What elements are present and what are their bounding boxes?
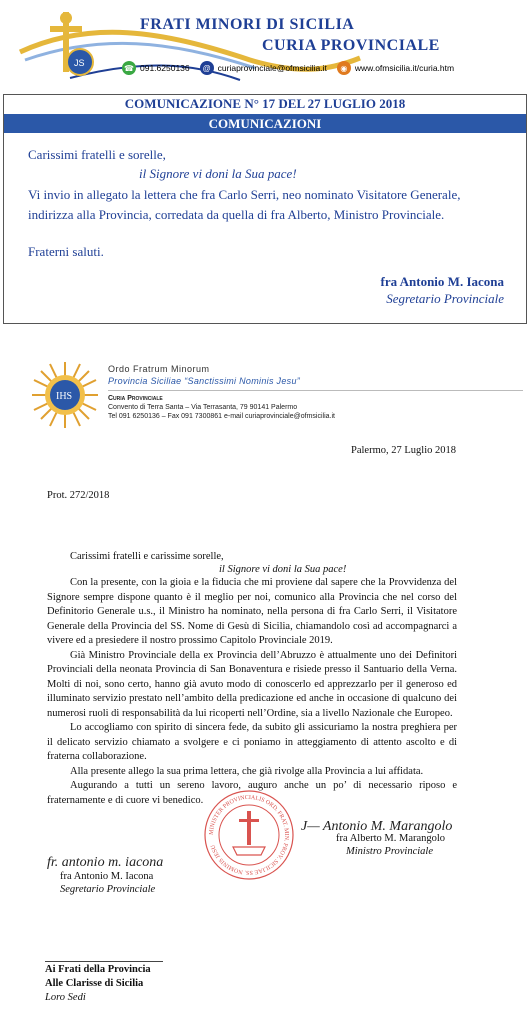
- letter-peace: il Signore vi doni la Sua pace!: [219, 564, 347, 575]
- notice-closing: Fraterni saluti.: [28, 244, 104, 259]
- globe-icon: ◉: [337, 61, 351, 75]
- letterhead-contacts: Tel 091 6250136 – Fax 091 7300861 e-mail curiaprovinciale@ofmsicilia.it: [108, 413, 335, 420]
- secretary-name: fra Antonio M. Iacona: [60, 871, 154, 882]
- letter-body: [47, 576, 457, 808]
- notice-greeting: Carissimi fratelli e sorelle,: [28, 147, 166, 162]
- phone-text: 091.6250136: [140, 63, 190, 73]
- secretary-role: Segretario Provinciale: [60, 884, 156, 895]
- header-title-line2: CURIA PROVINCIALE: [262, 37, 440, 54]
- letterhead-banner: [0, 0, 532, 92]
- letter-paragraph: Lo accogliamo con spirito di sincera fede, da subito gli assicuriamo la nostra preghiera per il delicato servizio chiamato a svolgere e ci poniamo in atteggiamento di attento ascolto e di fraterna collaborazione.: [47, 722, 457, 762]
- letter-paragraph: Già Ministro Provinciale della ex Provincia dell’Abruzzo è attualmente uno dei Definitori Provinciali della neonata Provincia di San Bonaventura e risiede presso il Santuario della Verna. Molti di noi, sono certo, hanno già avuto modo di conoscerlo ed apprezzarlo per il generoso ed illuminato servizio prestato nell’ambito della predicazione ed anche in occasione di qualcuno dei numerosi ruoli di responsabilità da lui ricoperti nell’Ordine, sia a livello Nazionale che Europeo.: [47, 649, 457, 719]
- notice-band: COMUNICAZIONI: [4, 114, 526, 133]
- province-seal-icon: [30, 360, 100, 430]
- notice-signer-role: Segretario Provinciale: [386, 291, 504, 306]
- minister-name: fra Alberto M. Marangolo: [336, 833, 446, 844]
- svg-text:MINISTER PROVINCIALIS ORD. FRA: MINISTER PROVINCIALIS ORD. FRAT. MIN. PROV. SICILIAE SS. NOMINIS JESU: [208, 794, 290, 876]
- notice-body: Vi invio in allegato la lettera che fra Carlo Serri, neo nominato Visitatore Generale, indirizza alla Provincia, corredata da quella di fra Alberto, Ministro Provinciale.: [28, 187, 461, 222]
- letterhead-divider: [108, 390, 523, 391]
- svg-text:J— Antonio M. Marangolo: J— Antonio M. Marangolo: [301, 819, 453, 834]
- letter-date: Palermo, 27 Luglio 2018: [351, 445, 456, 456]
- letterhead-curia: Curia Provinciale: [108, 395, 163, 402]
- header-contacts: [122, 58, 522, 78]
- letterhead-ordo: Ordo Fratrum Minorum: [108, 364, 210, 374]
- recipient-frati: Ai Frati della Provincia: [45, 964, 151, 975]
- phone-icon: ☎: [122, 61, 136, 75]
- letter-greeting: Carissimi fratelli e carissime sorelle,: [70, 551, 224, 562]
- contact-phone: [122, 61, 190, 75]
- email-text[interactable]: curiaprovinciale@ofmsicilia.it: [217, 63, 327, 73]
- website-text[interactable]: www.ofmsicilia.it/curia.htm: [354, 63, 455, 73]
- contact-email[interactable]: [200, 61, 327, 75]
- svg-text:JS: JS: [74, 58, 85, 68]
- notice-signer-name: fra Antonio M. Iacona: [380, 274, 504, 289]
- email-icon: @: [200, 61, 214, 75]
- notice-peace: il Signore vi doni la Sua pace!: [139, 166, 297, 181]
- letter-paragraph: Augurando a tutti un sereno lavoro, auguro anche un po’ di necessario riposo e fraternamente e di cuore vi benedico.: [47, 780, 457, 806]
- recipients-note: Loro Sedi: [45, 992, 86, 1003]
- minister-role: Ministro Provinciale: [346, 846, 433, 857]
- contact-website[interactable]: [337, 61, 454, 75]
- letter-paragraph: Con la presente, con la gioia e la fiducia che mi proviene dal sapere che la Provvidenza del Signore sempre dispone quanto è il meglio per noi, comunico alla Provincia che nel corso del Definitorio Generale u.s., il Ministro ha nominato, nella persona di fra Carlo Serri, il Visitatore Generale della Provincia del SS. Nome di Gesù di Sicilia, chiamandolo così ad accompagnarci a vivere ed a presiedere il nostro prossimo Capitolo Provinciale 2019.: [47, 577, 457, 646]
- official-stamp: [203, 789, 295, 881]
- recipients-divider: [45, 961, 163, 962]
- header-title-line1: FRATI MINORI DI SICILIA: [140, 16, 355, 33]
- letter-protocol: Prot. 272/2018: [47, 490, 110, 501]
- letterhead-address: Convento di Terra Santa – Via Terrasanta, 79 90141 Palermo: [108, 404, 298, 411]
- notice-title: COMUNICAZIONE N° 17 DEL 27 LUGLIO 2018: [124, 96, 406, 111]
- recipient-clarisse: Alle Clarisse di Sicilia: [45, 978, 144, 989]
- svg-text:IHS: IHS: [56, 391, 73, 402]
- franciscan-cross-logo: [46, 6, 100, 86]
- letterhead-provincia: Provincia Siciliae “Sanctissimi Nominis Jesu”: [108, 376, 301, 386]
- letter-paragraph: Alla presente allego la sua prima lettera, che già rivolge alla Provincia a lui affidata.: [70, 765, 424, 777]
- svg-text:fr. antonio m. iacona: fr. antonio m. iacona: [47, 855, 164, 870]
